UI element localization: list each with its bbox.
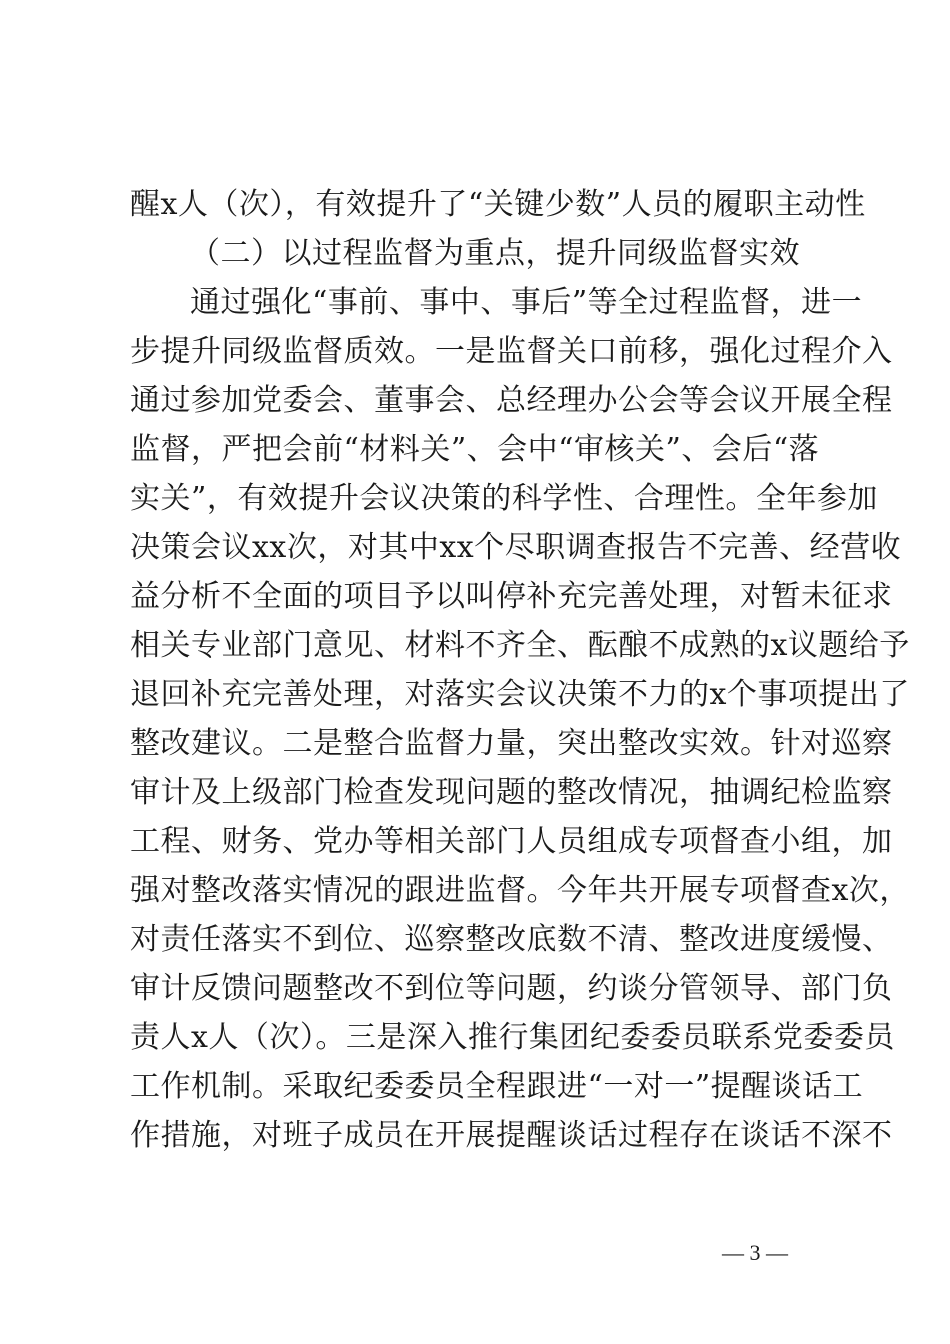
text-line: 整改建议。二是整合监督力量，突出整改实效。针对巡察 bbox=[130, 726, 893, 761]
text-line: 审计及上级部门检查发现问题的整改情况，抽调纪检监察 bbox=[130, 775, 893, 810]
text-line: 通过强化“事前、事中、事后”等全过程监督，进一 bbox=[190, 285, 863, 320]
page-number: — 3 — bbox=[722, 1240, 788, 1265]
text-line: 决策会议xx次，对其中xx个尽职调查报告不完善、经营收 bbox=[130, 530, 902, 565]
text-line: 实关”，有效提升会议决策的科学性、合理性。全年参加 bbox=[130, 481, 878, 516]
text-line: 强对整改落实情况的跟进监督。今年共开展专项督查x次， bbox=[130, 873, 910, 908]
text-line: 监督，严把会前“材料关”、会中“审核关”、会后“落 bbox=[130, 432, 820, 467]
text-line: 醒x人（次），有效提升了“关键少数”人员的履职主动性 bbox=[130, 187, 866, 222]
text-line: 审计反馈问题整改不到位等问题，约谈分管领导、部门负 bbox=[130, 971, 893, 1006]
text-line: 退回补充完善处理，对落实会议决策不力的x个事项提出了 bbox=[130, 677, 910, 712]
text-line: 通过参加党委会、董事会、总经理办公会等会议开展全程 bbox=[130, 383, 893, 418]
text-line: 责人x人（次）。三是深入推行集团纪委委员联系党委委员 bbox=[130, 1020, 895, 1055]
section-heading: （二）以过程监督为重点，提升同级监督实效 bbox=[190, 236, 800, 271]
text-line: 对责任落实不到位、巡察整改底数不清、整改进度缓慢、 bbox=[130, 922, 893, 957]
text-line: 步提升同级监督质效。一是监督关口前移，强化过程介入 bbox=[130, 334, 893, 369]
text-line: 工程、财务、党办等相关部门人员组成专项督查小组，加 bbox=[130, 824, 893, 859]
text-line: 作措施，对班子成员在开展提醒谈话过程存在谈话不深不 bbox=[130, 1118, 893, 1153]
text-line: 工作机制。采取纪委委员全程跟进“一对一”提醒谈话工 bbox=[130, 1069, 864, 1104]
text-line: 益分析不全面的项目予以叫停补充完善处理，对暂未征求 bbox=[130, 579, 893, 614]
text-line: 相关专业部门意见、材料不齐全、酝酿不成熟的x议题给予 bbox=[130, 628, 910, 663]
